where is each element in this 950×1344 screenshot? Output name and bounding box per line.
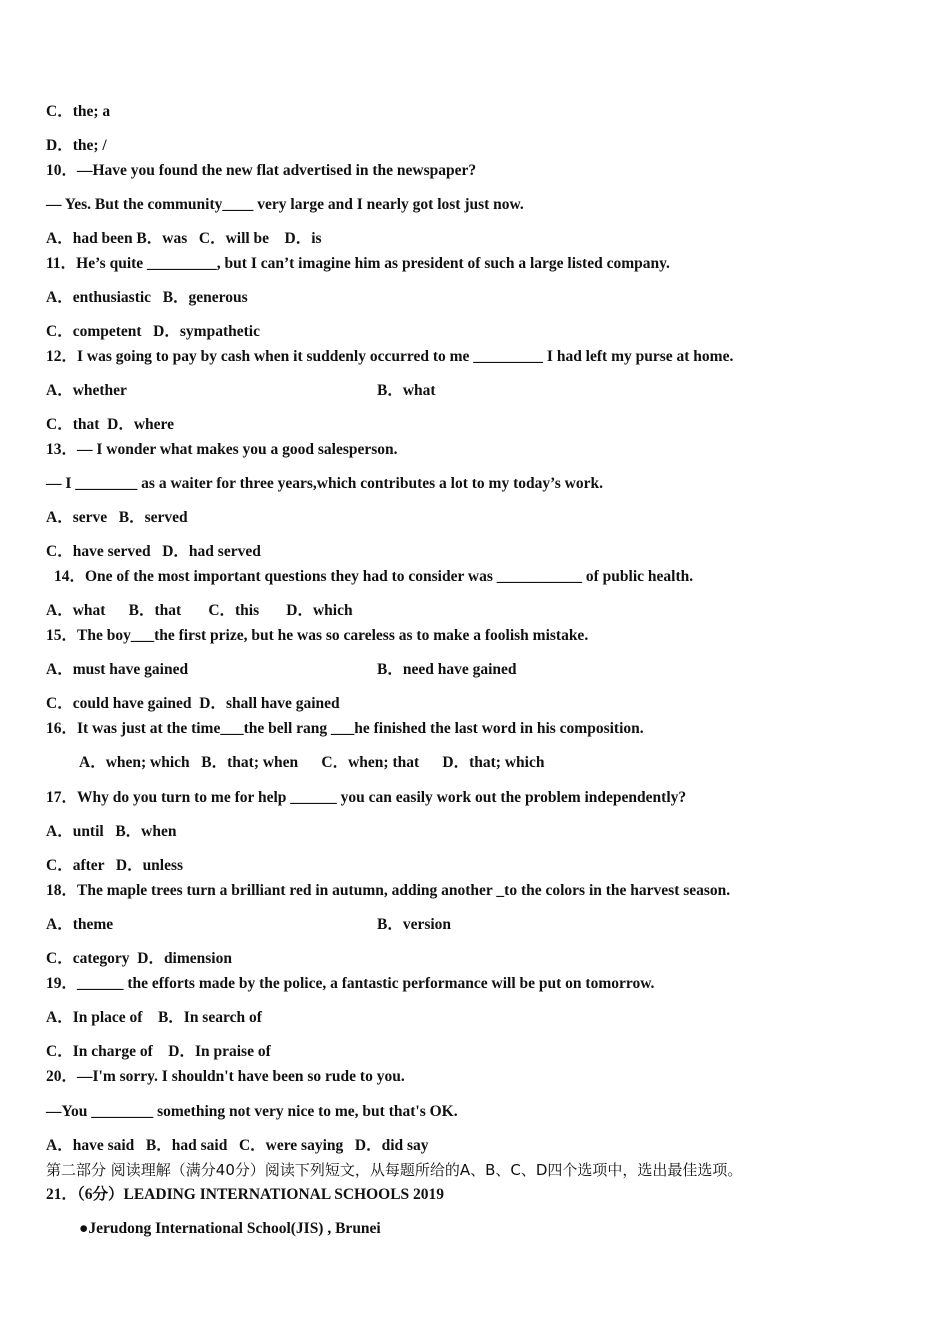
q15-option-b: B．need have gained <box>377 661 517 678</box>
part2-heading: 第二部分 阅读理解（满分40分）阅读下列短文，从每题所给的A、B、C、D四个选项中，选出最佳选项。 <box>46 1161 743 1179</box>
q15-options-cd: C．could have gained D．shall have gained <box>46 695 340 712</box>
q11-options-ab: A．enthusiastic B．generous <box>46 289 248 306</box>
q20-reply: —You ________ something not very nice to me, but that's OK. <box>46 1103 458 1120</box>
q15-option-a: A．must have gained <box>46 661 189 678</box>
q12-stem: 12．I was going to pay by cash when it suddenly occurred to me _________ I had left my purse at home. <box>46 348 734 365</box>
q15-stem: 15．The boy___the first prize, but he was so careless as to make a foolish mistake. <box>46 627 589 644</box>
q12-option-b: B．what <box>377 382 436 399</box>
q14-options: A．what B．that C．this D．which <box>46 602 353 619</box>
q13-options-ab: A．serve B．served <box>46 509 188 526</box>
q12-option-a: A．whether <box>46 382 127 399</box>
q18-stem: 18．The maple trees turn a brilliant red in autumn, adding another _to the colors in the harvest season. <box>46 882 731 899</box>
q9-option-d: D．the; / <box>46 137 107 154</box>
q10-options: A．had been B．was C．will be D．is <box>46 230 322 247</box>
q17-options-ab: A．until B．when <box>46 823 177 840</box>
q14-stem: 14．One of the most important questions they had to consider was ___________ of public health. <box>54 568 694 585</box>
q21-title: 21．（6分）LEADING INTERNATIONAL SCHOOLS 2019 <box>46 1186 445 1203</box>
q16-stem: 16．It was just at the time___the bell rang ___he finished the last word in his composition. <box>46 720 644 737</box>
q19-options-ab: A．In place of B．In search of <box>46 1009 262 1026</box>
q17-stem: 17．Why do you turn to me for help ______ you can easily work out the problem independently? <box>46 789 687 806</box>
q17-options-cd: C．after D．unless <box>46 857 184 874</box>
q10-stem: 10．—Have you found the new flat advertised in the newspaper? <box>46 162 477 179</box>
q21-bullet: ●Jerudong International School(JIS) , Brunei <box>79 1220 381 1237</box>
q13-reply: — I ________ as a waiter for three years,which contributes a lot to my today’s work. <box>46 475 603 492</box>
q10-reply: — Yes. But the community____ very large and I nearly got lost just now. <box>46 196 524 213</box>
q16-options: A．when; which B．that; when C．when; that D．that; which <box>79 754 545 771</box>
q19-options-cd: C．In charge of D．In praise of <box>46 1043 271 1060</box>
q18-options-cd: C．category D．dimension <box>46 950 232 967</box>
q13-options-cd: C．have served D．had served <box>46 543 261 560</box>
q19-stem: 19．______ the efforts made by the police, a fantastic performance will be put on tomorrow. <box>46 975 655 992</box>
q13-stem: 13．— I wonder what makes you a good salesperson. <box>46 441 398 458</box>
q20-options: A．have said B．had said C．were saying D．did say <box>46 1137 429 1154</box>
q11-options-cd: C．competent D．sympathetic <box>46 323 260 340</box>
q9-option-c: C．the; a <box>46 103 111 120</box>
q12-options-cd: C．that D．where <box>46 416 175 433</box>
q20-stem: 20．—I'm sorry. I shouldn't have been so rude to you. <box>46 1068 405 1085</box>
q11-stem: 11．He’s quite _________, but I can’t imagine him as president of such a large listed company. <box>46 255 670 272</box>
q18-option-a: A．theme <box>46 916 114 933</box>
q18-option-b: B．version <box>377 916 452 933</box>
